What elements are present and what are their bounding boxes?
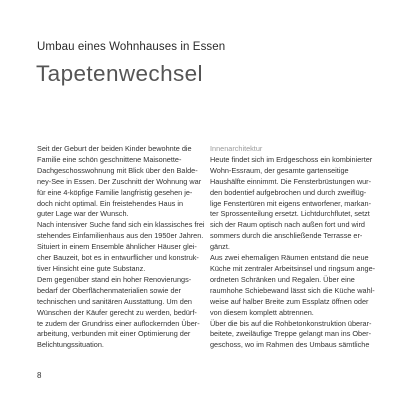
- left-column-text-line: arbeitung, verbunden mit einer Optimierung der: [37, 329, 191, 339]
- right-column-text-line: Wohn-Essraum, der gesamte gartenseitige: [210, 165, 349, 175]
- left-column-text-line: bedarf der Oberflächenmaterialien sowie der: [37, 285, 181, 295]
- left-column-text-line: cher Bauzeit, bot es in entwurflicher und konstruk-: [37, 253, 199, 263]
- right-column-text-line: beitete, zweiläufige Treppe gelangt man ins Ober-: [210, 329, 372, 339]
- right-column-text-line: geschoss, wo im Rahmen des Umbaus sämtliche: [210, 340, 370, 350]
- left-text-column: [37, 144, 205, 351]
- right-column-text-line: von diesem komplett abtrennen.: [210, 307, 314, 317]
- page-number: 8: [37, 371, 42, 380]
- right-column-text-line: Heute findet sich im Erdgeschoss ein kombinierter: [210, 154, 373, 164]
- left-column-text-line: Dachgeschosswohnung mit Blick über den Balde-: [37, 165, 198, 175]
- article-title: Tapetenwechsel: [36, 61, 203, 86]
- left-column-text-line: Dem gegenüber stand ein hoher Renovierungs-: [37, 274, 192, 284]
- right-column-text-line: Aus zwei ehemaligen Räumen entstand die neue: [210, 253, 369, 263]
- article-kicker: Umbau eines Wohnhauses in Essen: [37, 41, 226, 53]
- left-column-text-line: tiver Hinsicht eine gute Substanz.: [37, 263, 146, 273]
- right-column-text-line: sich der Raum optisch nach außen fort und wird: [210, 220, 365, 230]
- right-column-text-line: weise auf halber Breite zum Essplatz öffnen oder: [210, 296, 369, 306]
- left-column-text-line: für eine 4-köpfige Familie langfristig gesehen je-: [37, 187, 193, 197]
- left-column-text-line: guter Lage war der Wunsch.: [37, 209, 129, 219]
- right-column-text-line: lige Fenstertüren mit eigens entworfener, markan-: [210, 198, 372, 208]
- left-column-text-line: Familie eine schön geschnittene Maisonette-: [37, 154, 182, 164]
- section-label: Innenarchitektur: [210, 144, 263, 153]
- right-column-text-line: Über die bis auf die Rohbetonkonstruktion überar-: [210, 318, 372, 328]
- right-column-body: [210, 154, 376, 351]
- left-column-text-line: Belichtungssituation.: [37, 340, 104, 350]
- left-column-text-line: technischen und sanitären Ausstattung. Um den: [37, 296, 192, 306]
- left-column-text-line: Wünschen der Käufer gerecht zu werden, bedürf-: [37, 307, 197, 317]
- left-column-text-line: Seit der Geburt der beiden Kinder bewohnte die: [37, 144, 192, 153]
- left-column-text-line: stehendes Einfamilienhaus aus den 1950er Jahren.: [37, 231, 204, 241]
- right-column-text-line: ter Sprossenteilung ersetzt. Lichtdurchflutet, setzt: [210, 209, 370, 219]
- right-column-text-line: Küche mit zentraler Arbeitsinsel und ringsum ange-: [210, 263, 376, 273]
- right-column-text-line: den bodentief aufgebrochen und durch zweiflüg-: [210, 187, 367, 197]
- left-column-text-line: Nach intensiver Suche fand sich ein klassisches frei: [37, 220, 205, 230]
- right-column-text-line: gänzt.: [210, 242, 230, 252]
- left-column-text-line: Situiert in einem Ensemble ähnlicher Häuser glei-: [37, 242, 197, 252]
- right-column-text-line: raumhohe Schiebewand lässt sich die Küche wahl-: [210, 285, 375, 295]
- right-text-column: [210, 144, 376, 351]
- right-column-text-line: ordneten Schränken und Regalen. Über eine: [210, 274, 355, 284]
- left-column-text-line: ney-See in Essen. Der Zuschnitt der Wohnung war: [37, 176, 202, 186]
- right-column-text-line: Haushälfte einnimmt. Die Fensterbrüstungen wur-: [210, 176, 372, 186]
- right-column-text-line: sommers durch die anschließende Terrasse er-: [210, 231, 363, 241]
- left-column-text-line: te zudem der Grundriss einer auflockernden Über-: [37, 318, 200, 328]
- left-column-text-line: doch nicht optimal. Ein freistehendes Haus in: [37, 198, 184, 208]
